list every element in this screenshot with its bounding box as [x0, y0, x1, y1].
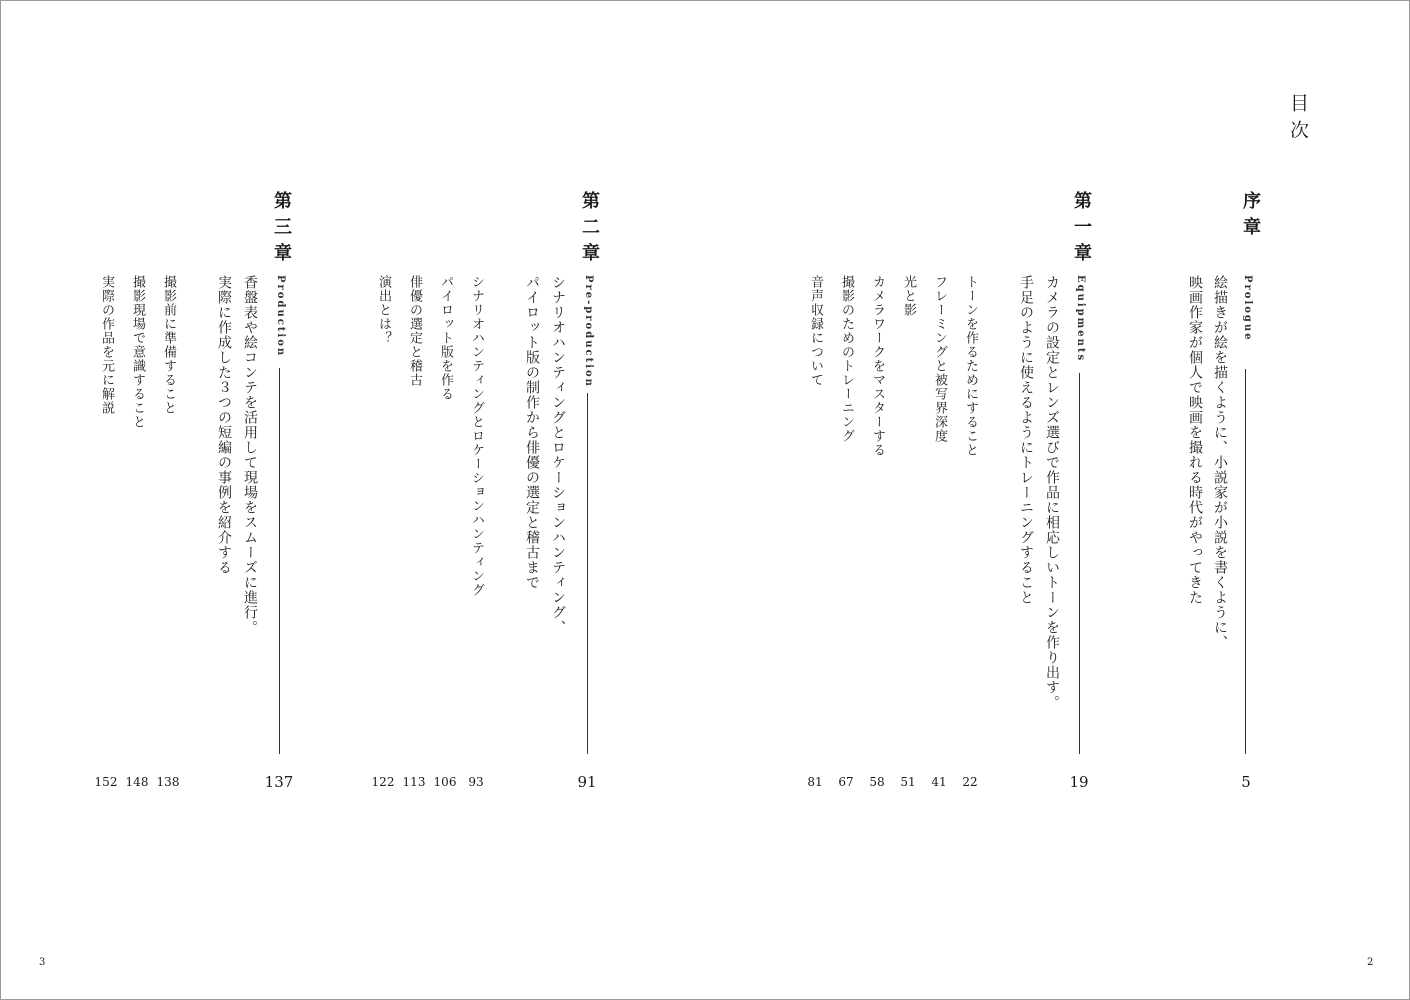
prologue-lead-line-2: 映画作家が個人で映画を撮れる時代がやってきた	[1187, 275, 1203, 605]
chapter-3-lead-line-1: 香盤表や絵コンテを活用して現場をスムーズに進行。	[242, 275, 258, 635]
chapter-2-item-4-page: 122	[371, 775, 395, 789]
toc-title: 目次	[1287, 93, 1309, 147]
chapter-1-lead-line-2: 手足のように使えるようにトレーニングすること	[1018, 275, 1034, 605]
chapter-1-rule	[1079, 373, 1080, 754]
chapter-1-item-5[interactable]: 撮影のためのトレーニング	[839, 275, 854, 443]
prologue-heading: 序章	[1240, 191, 1261, 243]
folio-left: 3	[39, 957, 46, 968]
prologue-lead-line-1: 絵描きが絵を描くように、小説家が小説を書くように、	[1212, 275, 1228, 650]
chapter-1-item-4[interactable]: カメラワークをマスターする	[870, 275, 885, 457]
chapter-3-subtitle: Production	[275, 275, 286, 358]
chapter-3-page-number: 137	[264, 773, 294, 791]
chapter-1-item-5-page: 67	[838, 775, 854, 789]
chapter-1-item-6-page: 81	[807, 775, 823, 789]
chapter-1-lead-line-1: カメラの設定とレンズ選びで作品に相応しいトーンを作り出す。	[1044, 275, 1060, 710]
chapter-3-item-3-page: 152	[94, 775, 118, 789]
chapter-2-item-1-page: 93	[468, 775, 484, 789]
chapter-2-heading: 第二章	[579, 191, 600, 269]
chapter-3-rule	[279, 368, 280, 754]
chapter-3-item-2[interactable]: 撮影現場で意識すること	[130, 275, 145, 429]
folio-right: 2	[1367, 957, 1374, 968]
chapter-1-item-2[interactable]: フレーミングと被写界深度	[932, 275, 947, 443]
chapter-1-subtitle: Equipments	[1075, 275, 1086, 363]
prologue-rule	[1245, 369, 1246, 754]
chapter-1-item-1-page: 22	[962, 775, 978, 789]
chapter-1-item-1[interactable]: トーンを作るためにすること	[963, 275, 978, 457]
chapter-3-item-1[interactable]: 撮影前に準備すること	[161, 275, 176, 415]
prologue-page-number: 5	[1241, 773, 1251, 791]
prologue-subtitle: Prologue	[1242, 275, 1253, 342]
chapter-2-subtitle: Pre-production	[583, 275, 594, 388]
chapter-2-lead-line-2: パイロット版の制作から俳優の選定と稽古まで	[524, 275, 540, 590]
chapter-1-item-3-page: 51	[900, 775, 916, 789]
chapter-1-item-2-page: 41	[931, 775, 947, 789]
chapter-3-item-3[interactable]: 実際の作品を元に解説	[99, 275, 114, 415]
chapter-2-item-3-page: 113	[402, 775, 426, 789]
chapter-3-item-1-page: 138	[156, 775, 180, 789]
chapter-1-item-6[interactable]: 音声収録について	[808, 275, 823, 387]
chapter-3-item-2-page: 148	[125, 775, 149, 789]
chapter-2-item-3[interactable]: 俳優の選定と稽古	[407, 275, 422, 387]
chapter-1-heading: 第一章	[1071, 191, 1092, 269]
chapter-2-item-2[interactable]: パイロット版を作る	[438, 275, 453, 401]
chapter-2-item-1[interactable]: シナリオハンティングとロケーションハンティング	[469, 275, 484, 597]
chapter-2-item-2-page: 106	[433, 775, 457, 789]
chapter-1-page-number: 19	[1069, 773, 1089, 791]
chapter-3-heading: 第三章	[271, 191, 292, 269]
chapter-2-rule	[587, 393, 588, 754]
chapter-2-item-4[interactable]: 演出とは？	[376, 275, 391, 345]
chapter-1-item-4-page: 58	[869, 775, 885, 789]
chapter-3-lead-line-2: 実際に作成した３つの短編の事例を紹介する	[216, 275, 232, 575]
chapter-2-page-number: 91	[577, 773, 597, 791]
chapter-1-item-3[interactable]: 光と影	[901, 275, 916, 317]
chapter-2-lead-line-1: シナリオハンティングとロケーションハンティング、	[550, 275, 566, 635]
